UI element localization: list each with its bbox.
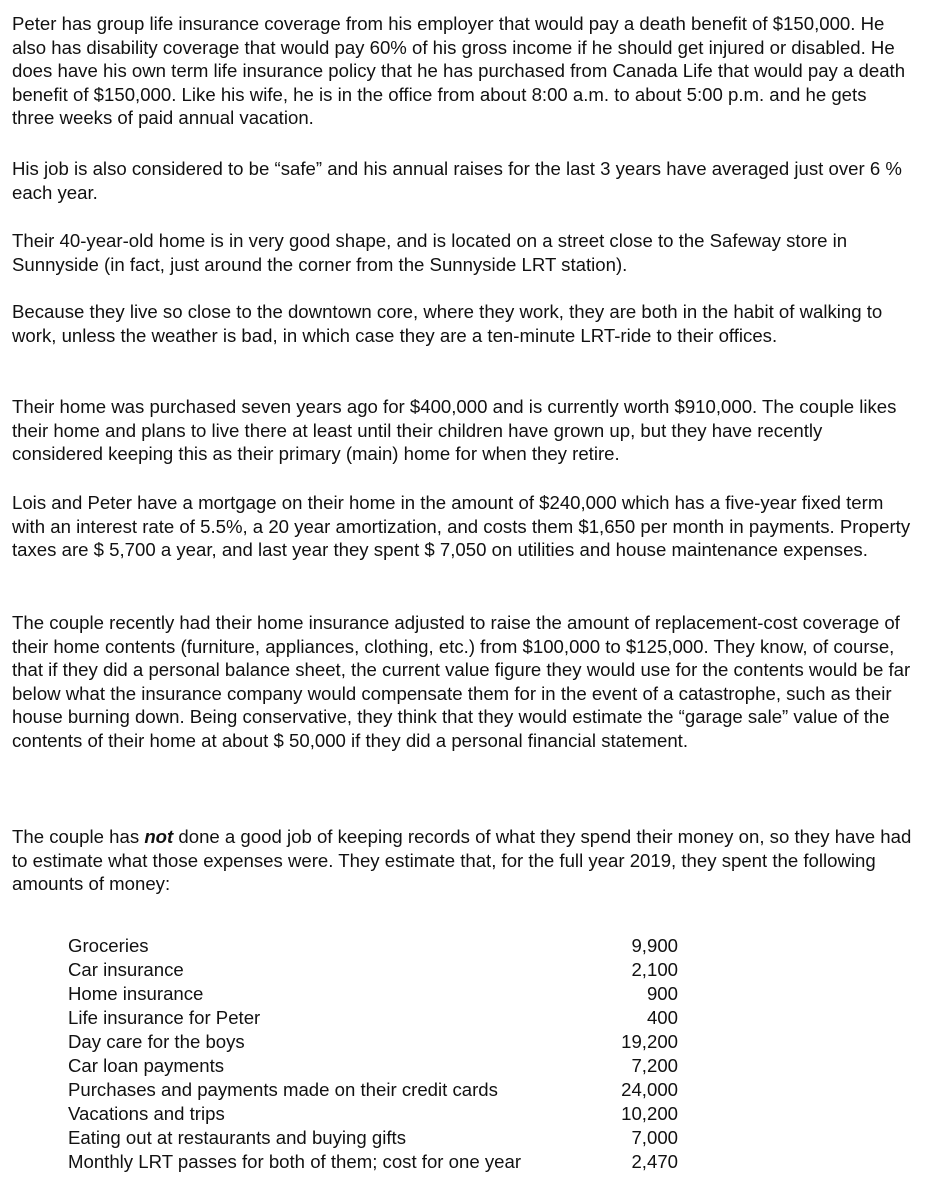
expense-label: Day care for the boys xyxy=(68,1031,245,1052)
expense-label: Vacations and trips xyxy=(68,1103,225,1124)
expense-label: Car loan payments xyxy=(68,1055,225,1076)
expense-amount: 24,000 xyxy=(621,1079,678,1100)
expense-amount: 19,200 xyxy=(621,1031,678,1052)
expense-amount: 900 xyxy=(646,983,678,1004)
paragraph-mortgage: Lois and Peter have a mortgage on their home in the amount of $240,000 which has a five-year fixed term with an interest rate of 5.5%, a 20 year amortization, and costs them $1,650 per month in payments. Property taxes are $ 5,700 a year, and last year they spent $ 7,050 on utilities and house maintenance expenses. xyxy=(12,492,911,561)
expense-row xyxy=(68,1150,678,1174)
expense-label: Home insurance xyxy=(68,983,204,1004)
expense-amount: 2,100 xyxy=(631,959,678,980)
expense-row xyxy=(68,1054,678,1078)
expense-amount: 7,000 xyxy=(631,1127,678,1148)
expense-amount: 9,900 xyxy=(631,935,678,956)
paragraph-peter-insurance: Peter has group life insurance coverage from his employer that would pay a death benefit of $150,000. He also has disability coverage that would pay 60% of his gross income if he should get injured or disabled. He does have his own term life insurance policy that he has purchased from Canada Life that would pay a death benefit of $150,000. Like his wife, he is in the office from about 8:00 a.m. to about 5:00 p.m. and he gets three weeks of paid annual vacation. xyxy=(12,13,906,129)
emphasis-not: not xyxy=(144,826,174,847)
expense-row xyxy=(68,1030,678,1054)
expense-intro-end: done a good job of keeping records of what they spend their money on, so they have had to estimate what those expenses were. They estimate that, for the full year 2019, they spent the following amounts of money: xyxy=(12,826,912,895)
expense-row xyxy=(68,934,678,958)
paragraph-home-insurance: The couple recently had their home insurance adjusted to raise the amount of replacement-cost coverage of their home contents (furniture, appliances, clothing, etc.) from $100,000 to $125,000. They know, of course, that if they did a personal balance sheet, the current value figure they would use for the contents would be far below what the insurance company would compensate them for in the event of a catastrophe, such as their house burning down. Being conservative, they think that they would estimate the “garage sale” value of the contents of their home at about $ 50,000 if they did a personal financial statement. xyxy=(12,612,911,751)
expense-amount: 10,200 xyxy=(621,1103,678,1124)
expense-row xyxy=(68,1006,678,1030)
paragraph-home-location: Their 40-year-old home is in very good shape, and is located on a street close to the Safeway store in Sunnyside (in fact, just around the corner from the Sunnyside LRT station). xyxy=(12,230,848,275)
paragraph-job-raises: His job is also considered to be “safe” and his annual raises for the last 3 years have averaged just over 6 % each year. xyxy=(12,158,902,203)
expense-label: Groceries xyxy=(68,935,149,956)
expense-label: Life insurance for Peter xyxy=(68,1007,261,1028)
expense-row xyxy=(68,1102,678,1126)
expense-list xyxy=(68,934,678,1174)
paragraph-home-value: Their home was purchased seven years ago for $400,000 and is currently worth $910,000. The couple likes their home and plans to live there at least until their children have grown up, but they have recently considered keeping this as their primary (main) home for when they retire. xyxy=(12,396,897,465)
expense-row xyxy=(68,1078,678,1102)
expense-row xyxy=(68,982,678,1006)
expense-intro-start: The couple has xyxy=(12,826,145,847)
expense-label: Eating out at restaurants and buying gifts xyxy=(68,1127,407,1148)
expense-amount: 2,470 xyxy=(631,1151,678,1172)
expense-amount: 400 xyxy=(646,1007,678,1028)
paragraph-commute: Because they live so close to the downtown core, where they work, they are both in the habit of walking to work, unless the weather is bad, in which case they are a ten-minute LRT-ride to their offices. xyxy=(12,301,883,346)
expense-row xyxy=(68,1126,678,1150)
expense-amount: 7,200 xyxy=(631,1055,678,1076)
expense-label: Purchases and payments made on their credit cards xyxy=(68,1079,498,1100)
expense-label: Car insurance xyxy=(68,959,184,980)
expense-label: Monthly LRT passes for both of them; cost for one year xyxy=(68,1151,522,1172)
expense-row xyxy=(68,958,678,982)
paragraph-expense-intro xyxy=(12,825,912,896)
